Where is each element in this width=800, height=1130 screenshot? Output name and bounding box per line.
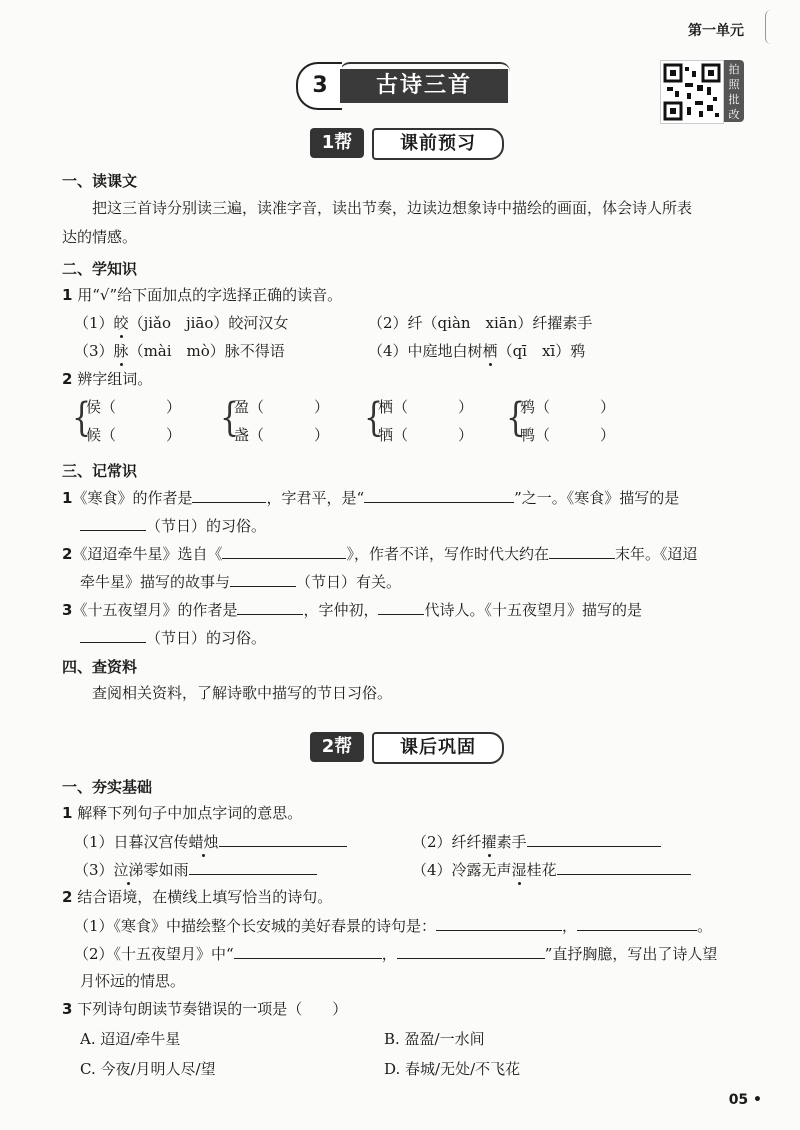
choice-c[interactable]: C. 今夜/月明人尽/望 [80, 1060, 216, 1078]
heading-knowledge: 三、记常识 [62, 462, 138, 480]
answer-blank[interactable] [577, 914, 697, 931]
explain-item-4: （4）冷露无声湿桂花 [412, 858, 691, 881]
answer-blank[interactable] [222, 542, 346, 559]
unit-label: 第一单元 [688, 23, 744, 39]
option-1: （1）皎（jiǎo jiāo）皎河汉女 [74, 314, 289, 332]
knowledge-q1: 1《寒食》的作者是 ，字君平，是“ ”之一。《寒食》描写的是 [62, 486, 679, 509]
dotted-char: 栖 [482, 342, 498, 360]
answer-blank[interactable] [234, 942, 382, 959]
answer-blank[interactable] [397, 942, 545, 959]
knowledge-q3-line2: （节日）的习俗。 [80, 626, 266, 649]
knowledge-q1-line2: （节日）的习俗。 [80, 514, 266, 537]
badge-number: 2帮 [310, 732, 364, 762]
question-1: 1 用“√”给下面加点的字选择正确的读音。 [62, 286, 343, 304]
heading-research: 四、查资料 [62, 658, 138, 676]
fill-poem-1: （1）《寒食》中描绘整个长安城的美好春景的诗句是： ， 。 [74, 914, 712, 937]
knowledge-q2: 2《迢迢牵牛星》选自《 》，作者不详，写作时代大约在 末年。《迢迢 [62, 542, 697, 565]
lesson-number: 3 [296, 62, 342, 110]
answer-blank[interactable] [192, 486, 266, 503]
heading-learn: 二、学知识 [62, 260, 138, 278]
answer-blank[interactable] [80, 514, 146, 531]
lesson-title [296, 62, 512, 108]
choice-a[interactable]: A. 迢迢/牵牛星 [80, 1030, 181, 1048]
basics-q1: 1 解释下列句子中加点字词的意思。 [62, 804, 303, 822]
question-text: 用“√”给下面加点的字选择正确的读音。 [77, 286, 343, 304]
knowledge-q3: 3《十五夜望月》的作者是 ，字仲初， 代诗人。《十五夜望月》描写的是 [62, 598, 642, 621]
explain-item-2: （2）纤纤擢素手 [412, 830, 661, 853]
badge-title: 课前预习 [372, 128, 504, 160]
dotted-char: 脉 [113, 342, 129, 360]
read-text-line1: 把这三首诗分别读三遍，读准字音，读出节奏，边读边想象诗中描绘的画面，体会诗人所表 [92, 199, 693, 217]
heading-basics: 一、夯实基础 [62, 778, 153, 796]
badge-title: 课后巩固 [372, 732, 504, 764]
choice-d[interactable]: D. 春城/无处/不飞花 [384, 1060, 521, 1078]
knowledge-q2-line2: 牵牛星》描写的故事与 （节日）有关。 [80, 570, 401, 593]
choice-b[interactable]: B. 盈盈/一水间 [384, 1030, 485, 1048]
answer-blank[interactable] [436, 914, 562, 931]
explain-item-1: （1）日暮汉宫传蜡烛 [74, 830, 347, 853]
option-3: （3）脉（mài mò）脉不得语 [74, 342, 285, 360]
answer-blank[interactable] [80, 626, 146, 643]
option-2: （2）纤（qiàn xiān）纤擢素手 [368, 314, 593, 332]
page-number: 05 • [728, 1092, 762, 1108]
answer-blank[interactable] [219, 830, 347, 847]
answer-blank[interactable] [230, 570, 296, 587]
page-edge-mark [765, 10, 772, 44]
option-4: （4）中庭地白树栖（qī xī）鸦 [368, 342, 586, 360]
answer-blank[interactable] [237, 598, 303, 615]
qr-code-icon[interactable] [660, 60, 724, 124]
badge-number: 1帮 [310, 128, 364, 158]
basics-q3: 3 下列诗句朗读节奏错误的一项是（ ） [62, 1000, 348, 1018]
answer-blank[interactable] [189, 858, 317, 875]
lesson-title-text: 古诗三首 [340, 69, 508, 103]
explain-item-3: （3）泣涕零如雨 [74, 858, 317, 881]
research-text: 查阅相关资料，了解诗歌中描写的节日习俗。 [92, 684, 393, 702]
answer-blank[interactable] [527, 830, 661, 847]
answer-blank[interactable] [378, 598, 424, 615]
answer-blank[interactable] [364, 486, 514, 503]
section-badge-2 [310, 732, 510, 762]
fill-poem-2: （2）《十五夜望月》中“ ， ”直抒胸臆，写出了诗人望 [74, 942, 717, 965]
answer-blank[interactable] [549, 542, 615, 559]
question-2: 2 辨字组词。 [62, 370, 153, 388]
answer-blank[interactable] [557, 858, 691, 875]
qr-tag: 拍照批改 [724, 60, 744, 122]
heading-read: 一、读课文 [62, 172, 138, 190]
read-text-line2: 达的情感。 [62, 228, 138, 246]
fill-poem-2-line2: 月怀远的情思。 [80, 972, 186, 990]
dotted-char: 皎 [113, 314, 129, 332]
basics-q2: 2 结合语境，在横线上填写恰当的诗句。 [62, 888, 333, 906]
section-badge-1 [310, 128, 510, 158]
